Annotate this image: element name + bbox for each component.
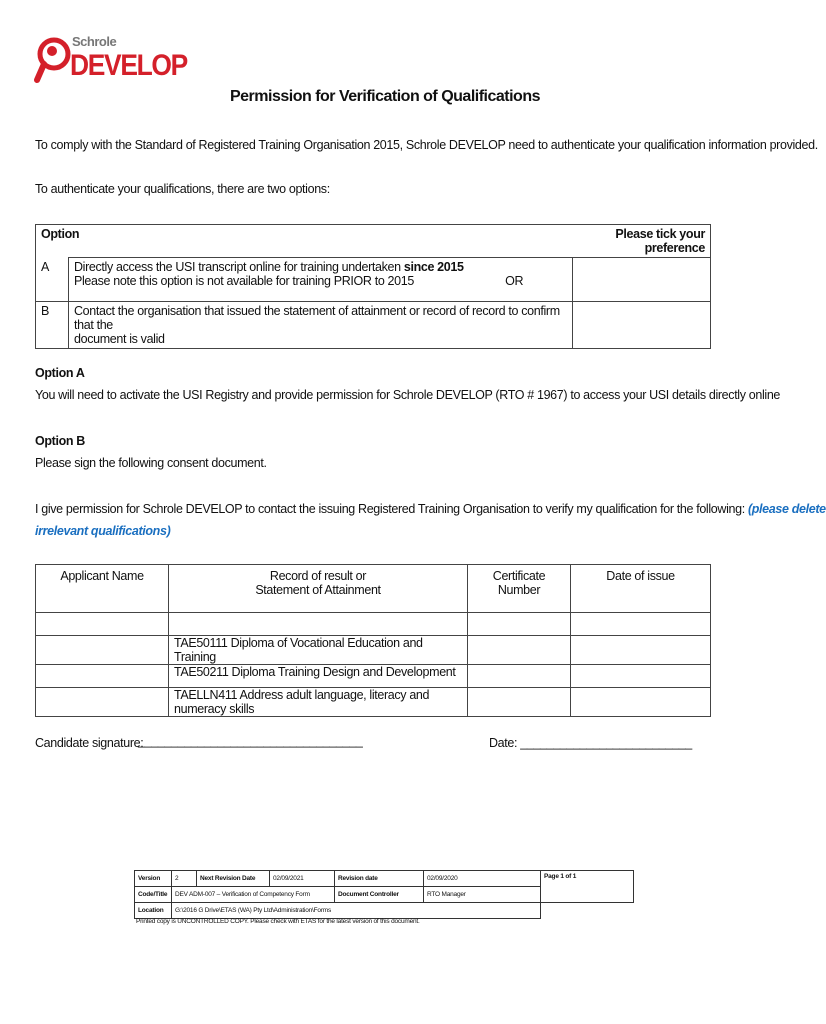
logo-small-text: Schrole — [72, 34, 117, 49]
certificate-number-cell[interactable] — [468, 613, 571, 636]
footer-revision-label: Revision date — [335, 871, 424, 887]
option-b-tick-cell[interactable] — [572, 302, 711, 349]
option-b-text: Please sign the following consent document. — [35, 456, 267, 470]
date-of-issue-cell[interactable] — [571, 688, 711, 717]
page-title: Permission for Verification of Qualifications — [229, 88, 540, 105]
intro-text-2: To authenticate your qualifications, there are two options: — [35, 182, 330, 196]
applicant-name-cell[interactable] — [36, 613, 169, 636]
option-b-letter: B — [36, 302, 69, 349]
option-a-description: Directly access the USI transcript online for training undertaken since 2015 Please note this option is not available for training PRIOR to 2015 OR — [69, 258, 573, 302]
footer-version: 2 — [172, 871, 197, 887]
options-table — [35, 224, 711, 349]
footer-next-revision: 02/09/2021 — [270, 871, 335, 887]
footer-revision: 02/09/2020 — [424, 871, 541, 887]
option-a-tick-cell[interactable] — [572, 258, 711, 302]
consent-highlight: irrelevant qualifications) — [35, 524, 171, 538]
table-row — [36, 665, 711, 688]
footer-next-revision-label: Next Revision Date — [197, 871, 270, 887]
record-cell: TAE50111 Diploma of Vocational Education and Training — [169, 636, 468, 665]
option-b-heading: Option B — [35, 434, 85, 448]
qualifications-table — [35, 564, 711, 717]
preference-header: Please tick your preference — [615, 227, 705, 255]
option-a-letter: A — [36, 258, 69, 302]
footer-code-label: Code/Title — [135, 887, 172, 903]
table-row — [36, 688, 711, 717]
footer-controller-label: Document Controller — [335, 887, 424, 903]
intro-text-1: To comply with the Standard of Registered Training Organisation 2015, Schrole DEVELOP need to authenticate your qualification information provided. — [35, 138, 818, 152]
record-header: Record of result or Statement of Attainment — [169, 565, 468, 613]
date-of-issue-cell[interactable] — [571, 613, 711, 636]
date-of-issue-cell[interactable] — [571, 636, 711, 665]
logo — [34, 34, 187, 90]
certificate-number-cell[interactable] — [468, 636, 571, 665]
option-b-description: Contact the organisation that issued the statement of attainment or record of record to confirm that the document is valid — [69, 302, 573, 349]
record-cell — [169, 613, 468, 636]
footer-location-label: Location — [135, 903, 172, 919]
table-row — [36, 613, 711, 636]
footer-note: Printed copy is UNCONTROLLED COPY. Please check with ETAS for the latest version of this document. — [136, 918, 420, 925]
document-control-table — [134, 870, 634, 919]
applicant-name-cell[interactable] — [36, 665, 169, 688]
footer-controller: RTO Manager — [424, 887, 541, 903]
footer-code: DEV ADM-007 – Verification of Competency Form — [172, 887, 335, 903]
logo-mark-icon — [34, 36, 74, 86]
certificate-number-header: Certificate Number — [468, 565, 571, 613]
footer-location: G:\2016 G Drive\ETAS (WA) Pty Ltd\Administration\Forms — [172, 903, 541, 919]
footer-version-label: Version — [135, 871, 172, 887]
footer-page: Page 1 of 1 — [541, 871, 634, 903]
table-row — [36, 636, 711, 665]
applicant-name-cell[interactable] — [36, 688, 169, 717]
record-cell: TAE50211 Diploma Training Design and Development — [169, 665, 468, 688]
applicant-name-cell[interactable] — [36, 636, 169, 665]
date-field[interactable]: Date: __________________________ — [489, 736, 692, 750]
option-header: Option — [41, 227, 80, 241]
consent-text: I give permission for Schrole DEVELOP to contact the issuing Registered Training Organisation to verify my qualification for the following: (please delete — [35, 502, 826, 516]
signature-line[interactable]: __________________________________ — [138, 734, 363, 748]
option-a-text: You will need to activate the USI Registry and provide permission for Schrole DEVELOP (RTO # 1967) to access your USI details directly online — [35, 388, 781, 402]
signature-label: Candidate signature: — [35, 736, 144, 750]
date-of-issue-cell[interactable] — [571, 665, 711, 688]
date-of-issue-header: Date of issue — [571, 565, 711, 613]
applicant-name-header: Applicant Name — [36, 565, 169, 613]
certificate-number-cell[interactable] — [468, 688, 571, 717]
option-a-heading: Option A — [35, 366, 85, 380]
or-text: OR — [505, 274, 524, 288]
record-cell: TAELLN411 Address adult language, literacy and numeracy skills — [169, 688, 468, 717]
certificate-number-cell[interactable] — [468, 665, 571, 688]
logo-big-text: DEVELOP — [70, 49, 187, 82]
